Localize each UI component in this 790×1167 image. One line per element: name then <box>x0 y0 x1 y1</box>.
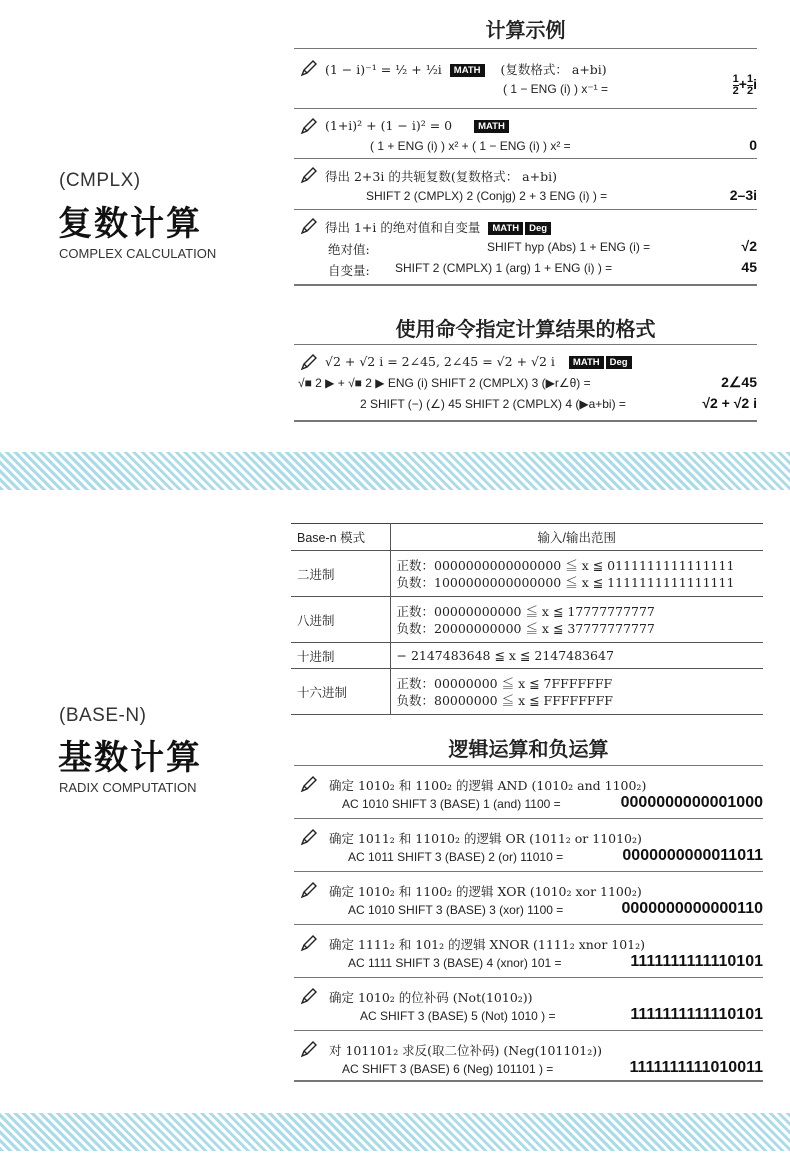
mode-cell: 十六进制 <box>291 669 390 715</box>
table-row <box>291 597 763 643</box>
pencil-icon <box>300 59 318 77</box>
math-badge: MATH <box>450 64 485 77</box>
table-row <box>291 551 763 597</box>
table-header-mode: Base-n 模式 <box>291 524 390 551</box>
example-1-keys: ( 1 − ENG (i) ) x⁻¹ = <box>503 82 609 96</box>
pencil-icon <box>300 934 318 952</box>
cmplx-title: 复数计算 <box>58 205 202 243</box>
rect-keys: 2 SHIFT (−) (∠) 45 SHIFT 2 (CMPLX) 4 (▶a+bi) = <box>360 397 626 411</box>
range-pos: 正数：00000000000 ≦ x ≦ 17777777777 <box>396 603 655 619</box>
deg-badge: Deg <box>606 356 632 369</box>
example-1 <box>325 60 607 78</box>
cmplx-subtitle: COMPLEX CALCULATION <box>59 246 217 261</box>
or-result: 0000000000011011 <box>622 847 763 864</box>
not-title: 确定 1010₂ 的位补码 (Not(1010₂)) <box>329 990 533 1005</box>
frac-den: 2 <box>732 85 739 97</box>
pencil-icon <box>300 881 318 899</box>
neg-title: 对 101101₂ 求反(取二位补码) (Neg(101101₂)) <box>329 1043 602 1058</box>
xnor-result: 1111111111110101 <box>630 953 763 970</box>
table-header-row <box>291 524 763 551</box>
abs-result: √2 <box>741 238 757 254</box>
mode-cell: 八进制 <box>291 597 390 643</box>
pencil-icon <box>300 1040 318 1058</box>
example-3-result: 2–3i <box>729 187 757 203</box>
example-1-title: (1 − i)⁻¹ = ½ + ½i <box>325 62 442 77</box>
range-pos: − 2147483648 ≦ x ≦ 2147483647 <box>396 648 614 663</box>
or-title: 确定 1011₂ 和 11010₂ 的逻辑 OR (1011₂ or 11010₂) <box>329 831 642 846</box>
base-title: 基数计算 <box>58 739 202 777</box>
example-4 <box>325 218 551 236</box>
xor-result: 0000000000000110 <box>621 900 763 917</box>
table-row <box>291 669 763 715</box>
mode-cell: 十进制 <box>291 643 390 669</box>
or-keys: AC 1011 SHIFT 3 (BASE) 2 (or) 11010 = <box>348 850 564 864</box>
pencil-icon <box>300 775 318 793</box>
example-2-result: 0 <box>749 137 757 153</box>
example-2-keys: ( 1 + ENG (i) ) x² + ( 1 − ENG (i) ) x² = <box>370 139 571 153</box>
neg-result: 1111111111010011 <box>629 1059 763 1076</box>
polar-keys: √■ 2 ▶ + √■ 2 ▶ ENG (i) SHIFT 2 (CMPLX) 3 (▶r∠θ) = <box>298 376 591 390</box>
pencil-icon <box>300 353 318 371</box>
and-keys: AC 1010 SHIFT 3 (BASE) 1 (and) 1100 = <box>342 797 561 811</box>
abs-label: 绝对值: <box>328 242 370 257</box>
cmplx-tag: (CMPLX) <box>59 170 141 191</box>
range-neg: 负数：1000000000000000 ≦ x ≦ 1111111111111111 <box>396 574 735 590</box>
base-subtitle: RADIX COMPUTATION <box>59 780 197 795</box>
logic-heading: 逻辑运算和负运算 <box>448 739 609 761</box>
range-neg: 负数：80000000 ≦ x ≦ FFFFFFFF <box>396 692 613 708</box>
format-example <box>325 354 632 369</box>
frac-den: 2 <box>746 85 754 97</box>
arg-result: 45 <box>741 259 757 275</box>
examples-heading: 计算示例 <box>485 20 566 42</box>
xor-keys: AC 1010 SHIFT 3 (BASE) 3 (xor) 1100 = <box>348 903 564 917</box>
deg-badge: Deg <box>525 222 551 235</box>
polar-result: 2∠45 <box>721 374 757 390</box>
base-tag: (BASE-N) <box>59 705 147 726</box>
math-badge: MATH <box>474 120 509 133</box>
range-neg: 负数：20000000000 ≦ x ≦ 37777777777 <box>396 620 655 636</box>
not-result: 1111111111110101 <box>630 1006 763 1023</box>
base-range-table <box>291 523 763 715</box>
math-badge: MATH <box>488 222 523 235</box>
range-pos: 正数：0000000000000000 ≦ x ≦ 0111111111111111 <box>396 557 735 573</box>
pencil-icon <box>300 987 318 1005</box>
table-header-range: 输入/输出范围 <box>390 524 763 551</box>
pencil-icon <box>300 117 318 135</box>
math-badge: MATH <box>569 356 604 369</box>
and-title: 确定 1010₂ 和 1100₂ 的逻辑 AND (1010₂ and 1100₂) <box>329 778 647 793</box>
example-1-note: (复数格式： a+bi) <box>500 62 607 77</box>
xnor-keys: AC 1111 SHIFT 3 (BASE) 4 (xnor) 101 = <box>348 956 562 970</box>
not-keys: AC SHIFT 3 (BASE) 5 (Not) 1010 ) = <box>360 1009 556 1023</box>
arg-label: 自变量: <box>328 263 370 278</box>
example-2 <box>325 118 509 133</box>
example-3-keys: SHIFT 2 (CMPLX) 2 (Conjg) 2 + 3 ENG (i) ) = <box>366 189 608 203</box>
and-result: 0000000000001000 <box>620 794 763 811</box>
pencil-icon <box>300 217 318 235</box>
frac-num: 1 <box>746 73 754 85</box>
frac-num: 1 <box>732 73 739 85</box>
format-heading: 使用命令指定计算结果的格式 <box>395 319 656 341</box>
example-1-result: $\frac{1}{2}$ + $\frac{1}{2}$ i <box>732 73 757 97</box>
example-2-title: (1+i)² + (1 − i)² = 0 <box>325 118 453 133</box>
example-3-title: 得出 2+3i 的共轭复数(复数格式： a+bi) <box>325 169 557 184</box>
pencil-icon <box>300 166 318 184</box>
format-title: √2 + √2 i = 2∠45, 2∠45 = √2 + √2 i <box>325 354 555 369</box>
abs-keys: SHIFT hyp (Abs) 1 + ENG (i) = <box>487 240 651 254</box>
xnor-title: 确定 1111₂ 和 101₂ 的逻辑 XNOR (1111₂ xnor 101₂) <box>329 937 646 952</box>
xor-title: 确定 1010₂ 和 1100₂ 的逻辑 XOR (1010₂ xor 1100₂) <box>329 884 642 899</box>
example-4-title: 得出 1+i 的绝对值和自变量 <box>325 220 481 235</box>
range-pos: 正数：00000000 ≦ x ≦ 7FFFFFFF <box>396 675 613 691</box>
rect-result: √2 + √2 i <box>702 395 757 411</box>
divider-band <box>0 1113 790 1151</box>
pencil-icon <box>300 828 318 846</box>
arg-keys: SHIFT 2 (CMPLX) 1 (arg) 1 + ENG (i) ) = <box>395 261 613 275</box>
neg-keys: AC SHIFT 3 (BASE) 6 (Neg) 101101 ) = <box>342 1062 554 1076</box>
divider-band <box>0 452 790 490</box>
table-row <box>291 643 763 669</box>
mode-cell: 二进制 <box>291 551 390 597</box>
